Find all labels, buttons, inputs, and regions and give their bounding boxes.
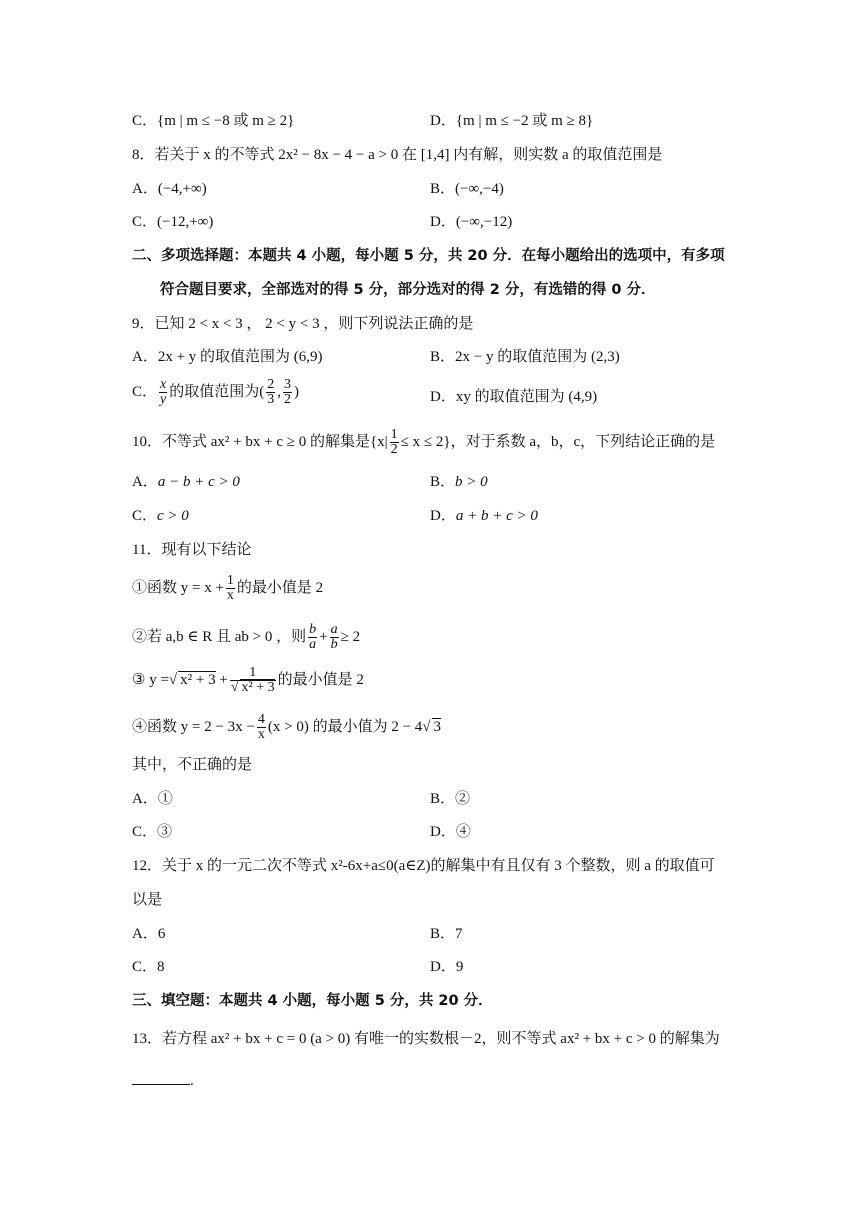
q11-stem: 11．现有以下结论 [132, 542, 252, 558]
q8-option-a: A．(−4,+∞) [132, 181, 207, 197]
q9-stem: 9．已知 2 < x < 3 ， 2 < y < 3 ，则下列说法正确的是 [132, 316, 474, 332]
section2-heading-line1: 二、多项选择题：本题共 4 小题，每小题 5 分，共 20 分．在每小题给出的选项中，有多项 [132, 248, 725, 264]
q7-option-d: D．{m | m ≤ −2 或 m ≥ 8} [430, 113, 594, 129]
q8-option-c: C．(−12,+∞) [132, 214, 214, 230]
q13-answer-line: . [132, 1070, 194, 1092]
q13-stem-line1: 13．若方程 ax² + bx + c = 0 (a > 0) 有唯一的实数根－2，则不等式 ax² + bx + c > 0 的解集为 [132, 1031, 720, 1047]
q11-statement-3: ③ y =√ x² + 3 + $\frac{1}{\text{√ x² + 3}}$ 的最小值是 2 [132, 665, 364, 695]
q11-statement-1: ①函数 y = x + $\frac{1}{x}$ 的最小值是 2 [132, 573, 324, 603]
q11-option-c: C．③ [132, 824, 173, 840]
q10-option-d: D．a + b + c > 0 [430, 508, 538, 524]
section2-heading-line2: 符合题目要求，全部选对的得 5 分，部分选对的得 2 分，有选错的得 0 分． [160, 282, 656, 298]
q8-option-b: B．(−∞,−4) [430, 181, 504, 197]
q11-option-a: A．① [132, 791, 173, 807]
q13-answer-blank[interactable] [132, 1070, 190, 1085]
q11-option-d: D．④ [430, 824, 471, 840]
q8-option-d: D．(−∞,−12) [430, 214, 513, 230]
q10-option-c: C．c > 0 [132, 508, 189, 524]
q7-option-c: C．{m | m ≤ −8 或 m ≥ 2} [132, 113, 295, 129]
q12-option-a: A．6 [132, 926, 166, 942]
q10-option-b: B．b > 0 [430, 474, 488, 490]
q8-stem: 8．若关于 x 的不等式 2x² − 8x − 4 − a > 0 在 [1,4] 内有解，则实数 a 的取值范围是 [132, 147, 663, 163]
q9-option-c: C． $\frac{x}{y}$ 的取值范围为( $\frac{2}{3}$ , $\frac{3}{2}$ ) [132, 377, 299, 407]
q12-option-b: B．7 [430, 926, 463, 942]
q11-option-b: B．② [430, 791, 471, 807]
section3-heading: 三、填空题：本题共 4 小题，每小题 5 分，共 20 分． [132, 993, 493, 1009]
q9-option-d: D．xy 的取值范围为 (4,9) [430, 389, 598, 405]
q9-option-b: B．2x − y 的取值范围为 (2,3) [430, 349, 620, 365]
q11-statement-4: ④函数 y = 2 − 3x − $\frac{4}{x}$ (x > 0) 的最小值为 2 − 4√ 3 [132, 712, 442, 742]
q9-option-a: A．2x + y 的取值范围为 (6,9) [132, 349, 323, 365]
q11-statement-2: ②若 a,b ∈ R 且 ab > 0 ，则 $\frac{b}{a}$ + $\frac{a}{b}$ ≥ 2 [132, 622, 361, 652]
q12-option-c: C．8 [132, 959, 165, 975]
q10-stem: 10．不等式 ax² + bx + c ≥ 0 的解集是{x| $\frac{1}{2}$ ≤ x ≤ 2}，对于系数 a，b，c，下列结论正确的是 [132, 427, 716, 457]
q12-stem-line1: 12．关于 x 的一元二次不等式 x²-6x+a≤0(a∈Z)的解集中有且仅有 3 个整数，则 a 的取值可 [132, 858, 715, 874]
q12-stem-line2: 以是 [132, 892, 163, 908]
q10-option-a: A．a − b + c > 0 [132, 474, 240, 490]
q12-option-d: D．9 [430, 959, 464, 975]
q11-tail: 其中，不正确的是 [132, 757, 253, 773]
